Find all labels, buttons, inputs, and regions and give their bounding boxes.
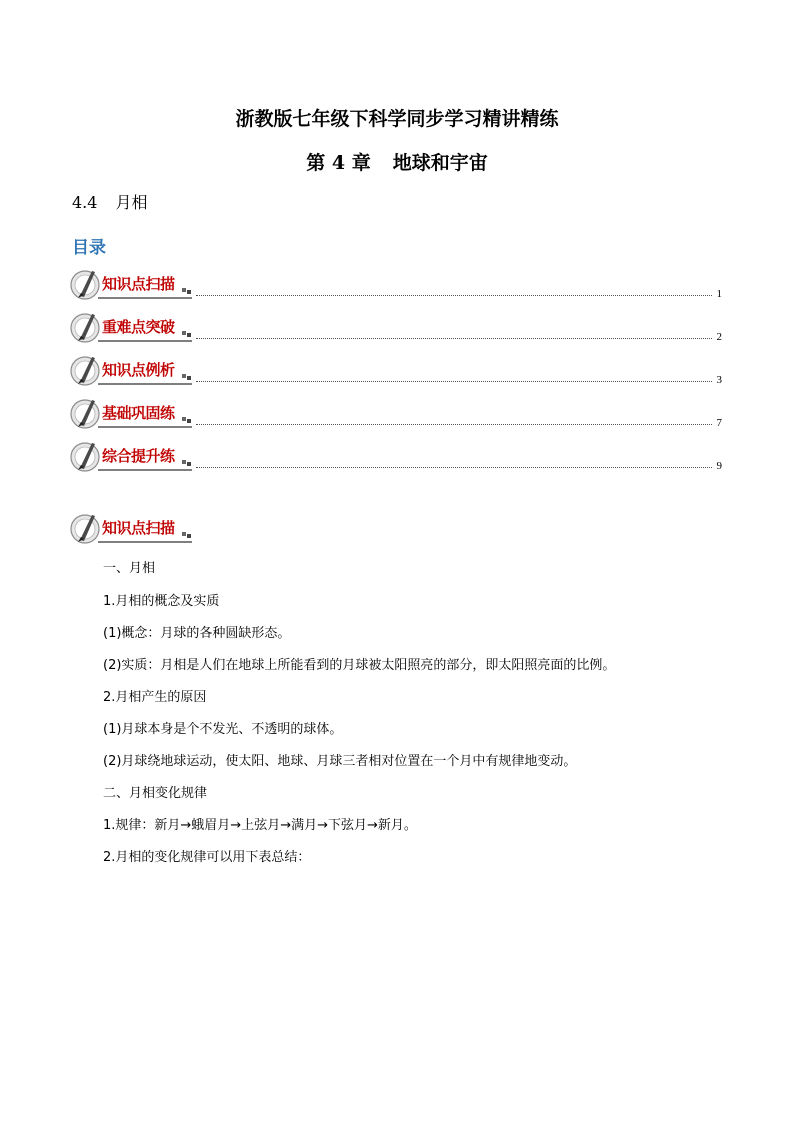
chapter-number: 第 4 章 [306, 152, 371, 174]
chapter-name: 地球和宇宙 [392, 152, 488, 174]
paragraph: (2)月球绕地球运动，使太阳、地球、月球三者相对位置在一个月中有规律地变动。 [103, 754, 577, 769]
toc-page-number: 2 [716, 331, 722, 343]
toc-heading: 目录 [72, 238, 106, 258]
toc-entry-label: 知识点扫描 [102, 275, 175, 293]
toc-entry[interactable] [70, 440, 722, 480]
paragraph: 2.月相产生的原因 [103, 690, 207, 705]
paragraph: 二、月相变化规律 [103, 786, 208, 801]
toc-badge [70, 440, 196, 474]
toc-page-number: 7 [716, 417, 722, 429]
toc-badge [70, 311, 196, 345]
toc-leader [196, 467, 712, 468]
paragraph: 1.月相的概念及实质 [103, 594, 220, 609]
toc-entry-label: 综合提升练 [102, 447, 175, 465]
section-badge-label: 知识点扫描 [102, 519, 175, 537]
toc-page-number: 9 [716, 460, 722, 472]
document-title: 浙教版七年级下科学同步学习精讲精练 [235, 108, 559, 130]
toc-entry[interactable] [70, 397, 722, 437]
toc-leader [196, 381, 712, 382]
toc-badge [70, 354, 196, 388]
section-title: 月相 [115, 193, 148, 212]
toc-entry-label: 重难点突破 [102, 318, 175, 336]
chapter-title [0, 148, 794, 175]
toc-badge [70, 268, 196, 302]
paragraph: 一、月相 [103, 561, 156, 576]
paragraph: 1.规律：新月→蛾眉月→上弦月→满月→下弦月→新月。 [103, 818, 417, 833]
toc-leader [196, 295, 712, 296]
paragraph: 2.月相的变化规律可以用下表总结： [103, 850, 311, 865]
toc-badge [70, 397, 196, 431]
toc-entry[interactable] [70, 311, 722, 351]
toc-page-number: 1 [716, 288, 722, 300]
toc-page-number: 3 [716, 374, 722, 386]
section-badge [70, 512, 196, 546]
paragraph: (1)月球本身是个不发光、不透明的球体。 [103, 722, 343, 737]
paragraph: (2)实质：月相是人们在地球上所能看到的月球被太阳照亮的部分，即太阳照亮面的比例。 [103, 658, 616, 673]
toc-leader [196, 424, 712, 425]
toc-leader [196, 338, 712, 339]
paragraph: (1)概念：月球的各种圆缺形态。 [103, 626, 291, 641]
section-heading [72, 190, 147, 213]
content-section-header [70, 512, 722, 552]
toc-entry-label: 知识点例析 [102, 361, 175, 379]
toc-entry[interactable] [70, 268, 722, 308]
toc-entry[interactable] [70, 354, 722, 394]
section-number: 4.4 [72, 193, 98, 212]
toc-entry-label: 基础巩固练 [102, 404, 175, 422]
